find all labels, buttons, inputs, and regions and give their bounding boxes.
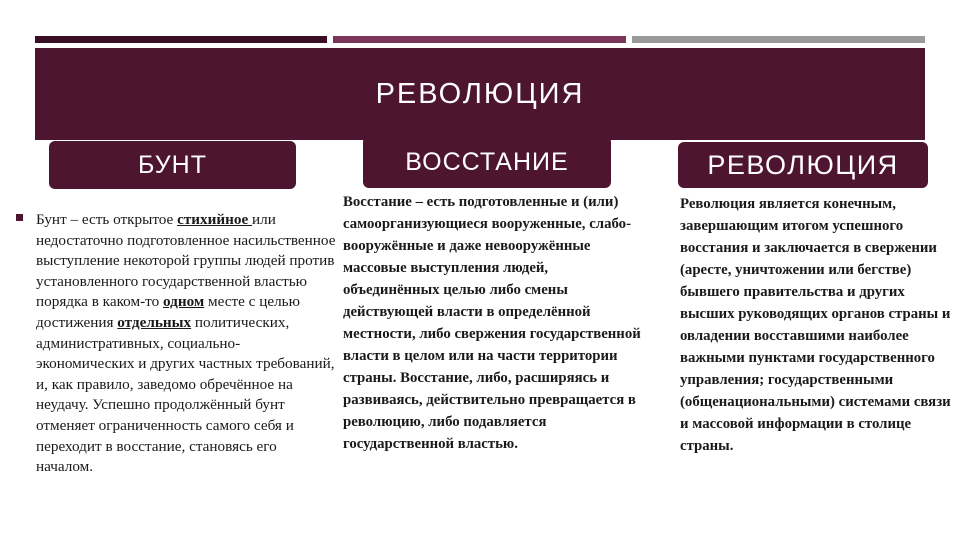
bunt-text-5: месте с целью достижения — [36, 293, 300, 331]
top-accent-bar-dark — [35, 36, 327, 43]
bunt-text-stikhiynoe: стихийное — [177, 211, 253, 228]
bunt-text-3: или недостаточно подготовленное насильственное выступление некоторой группы людей против установленного государственной властью порядка в каком-то — [36, 211, 336, 311]
bunt-text-otdelnykh: отдельных — [117, 313, 192, 331]
column-label-revolyutsiya: РЕВОЛЮЦИЯ — [678, 142, 928, 188]
bunt-text-1: Бунт – есть открытое — [36, 211, 178, 228]
bunt-text-7: политических, административных, социально-экономических и других частных требований, и, как правило, заведомо обречённое на неудачу. Успешно продолжённый бунт отменяет ограниченность самого себя и переходит в восстание, становясь его началом. — [36, 313, 335, 476]
top-accent-bar-mid — [333, 36, 626, 43]
bunt-text-odnom: одном — [162, 293, 205, 311]
column-label-bunt: БУНТ — [49, 141, 296, 189]
page-title: РЕВОЛЮЦИЯ — [375, 78, 585, 110]
vosstanie-definition: Восстание – есть подготовленные и (или) самоорганизующиеся вооруженные, слабо-вооружённые и даже невооружённые массовые выступления людей, объединённых целью либо смены действующей власти в определённой местности, либо свержения государственной власти в целом или на части территории страны. Восстание, либо, расширяясь и развиваясь, действительно превращается в революцию, либо подавляется государственной властью. — [343, 194, 641, 452]
top-accent-bar-grey — [632, 36, 925, 43]
column-label-vosstanie: ВОССТАНИЕ — [363, 136, 611, 188]
bunt-definition — [36, 210, 336, 478]
revolyutsiya-definition: Революция является конечным, завершающим итогом успешного восстания и заключается в свержении (аресте, уничтожении или бегстве) бывшего правительства и других высших руководящих органов страны и овладении восставшими наиболее важными пунктами государственного управления; государственными (общенациональными) системами связи и массовой информации в столице страны. — [680, 196, 951, 454]
bullet-icon — [16, 214, 23, 221]
